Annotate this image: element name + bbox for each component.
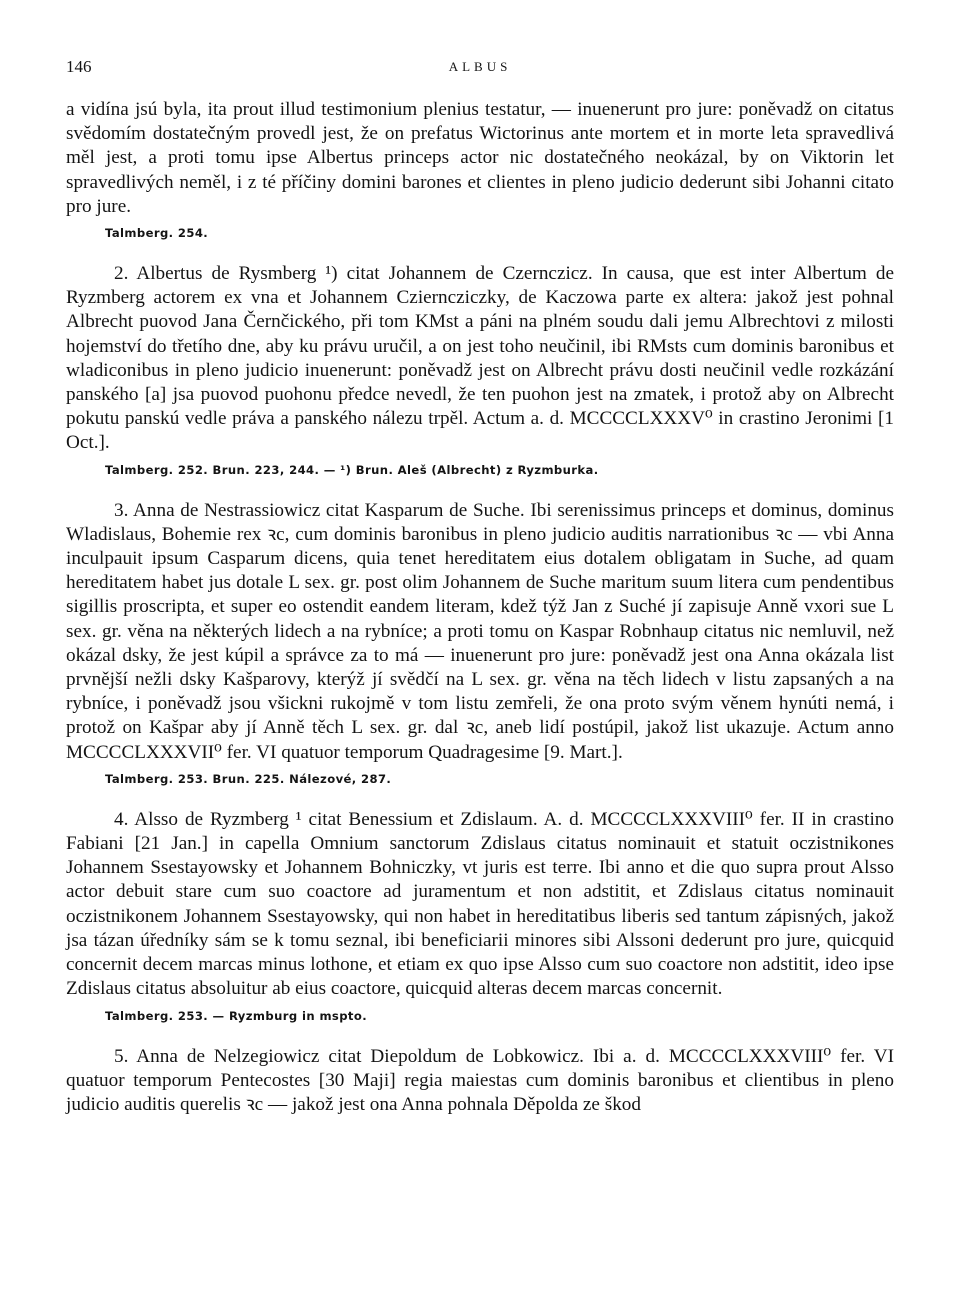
spacer <box>66 241 894 262</box>
page-body <box>66 98 894 1117</box>
spacer <box>66 1024 894 1045</box>
entry-4-note: Talmberg. 253. — Ryzmburg in mspto. <box>105 1008 368 1023</box>
page-header <box>66 57 894 79</box>
entry-2-text: 2. Albertus de Rysmberg ¹) citat Johannem de Czernczicz. In causa, que est inter Albertum de Ryzmberg actorem ex vna et Johannem Czierncziczky, de Kaczowa parte ex altera: jakož jest pohnal Albrecht puovod Jana Černčického, při tom KMst a páni na plném soudu dali jemu Albrechtovi z milosti hojemství do třetího dne, aby ku právu uručil, a on jest toho neučinil, ibi RMsts cum dominis baronibus et wladiconibus in pleno judicio inuenerunt: poněvadž jest on Albrecht právu dosti neučinil vedle rozkázání panského [a] jsa puovod puohonu předce nevedl, že ten puohon jest na zmatek, i protož aby on Albrecht pokutu panskú vedle práva a panského nálezu trpěl. Actum a. d. MCCCCLXXXV⁰ in crastino Jeronimi [1 Oct.]. <box>66 263 894 454</box>
entry-5-text: 5. Anna de Nelzegiowicz citat Diepoldum de Lobkowicz. Ibi a. d. MCCCCLXXXVIII⁰ fer. VI quatuor temporum Pentecostes [30 Maji] regia maiestas cum dominis baronibus et clientibus in pleno judicio auditis querelis ꝛc — jakož jest ona Anna pohnala Děpolda ze škod <box>66 1045 894 1115</box>
entry-3-note: Talmberg. 253. Brun. 225. Nálezové, 287. <box>105 771 392 786</box>
spacer <box>66 478 894 499</box>
entry-2-note: Talmberg. 252. Brun. 223, 244. — ¹) Brun. Aleš (Albrecht) z Ryzmburka. <box>105 462 599 477</box>
page-number: 146 <box>66 57 92 76</box>
entry-4-text: 4. Alsso de Ryzmberg ¹ citat Benessium et Zdislaum. A. d. MCCCCLXXXVIII⁰ fer. II in crastino Fabiani [21 Jan.] in capella Omnium sanctorum Zdislaus citatus nominauit et statuit oczistnikones Johannem Ssestayowsky et Johannem Bohniczky, vt juris est terre. Ibi anno et die quo supra prout Alsso actor debuit stare cum suo coactore ad juramentum et non adstitit, et Zdislaus citatus nominauit oczistnikonem Johannem Ssestayowsky, qui non habet in hereditatibus liberis sed tantum zápisných, jakož jsa tázan úředníky sám se k tomu seznal, ibi beneficiarii minores sibi Alssoni dederunt pro jure, quicquid concernit decem marcas minus lothone, et etiam ex quo ipse Alsso cum suo coactore non adstitit, ideo ipse Zdislaus citatus absoluitur ab eius coactore, quicquid alteras decem marcas concernit. <box>66 808 894 1000</box>
spacer <box>66 787 894 808</box>
entry-3-text: 3. Anna de Nestrassiowicz citat Kasparum de Suche. Ibi serenissimus princeps et dominus, dominus Wladislaus, Bohemie rex ꝛc, cum dominis baronibus in pleno judicio auditis narrationibus ꝛc — vbi Anna inculpauit ipsum Casparum dicens, quia tenet hereditatem eius dotalem obligatam in Suche, ad quam hereditatem habet jus dotale L sex. gr. post olim Johannem de Suche maritum suum litera cum pendentibus sigillis proscripta, et super eo ostendit eandem literam, kdež týž Jan z Suché jí zapisuje Anně vxori sue L sex. gr. věna na některých lidech a na rybníce; a proti tomu on Kaspar Robnhaup citatus nic nemluvil, než okázal dsky, že jest kúpil a správce za to má — inuenerunt pro jure: poněvadž jest ona Anna okázala list prvnější nežli dsky Kašparovy, kterýž jí svědčí na L sex. gr. věna na těch lidech v listu zapsaných a na rybníce, i poněvadž jsou všickni rukojmě v tom listu zemřeli, že ona proto svým věnem hynúti nemá, i protož on Kašpar aby jí Anně těch L sex. gr. dal ꝛc, aneb lidí postúpil, jakož list ukazuje. Actum anno MCCCCLXXXVII⁰ fer. VI quatuor temporum Quadragesime [9. Mart.]. <box>66 499 894 763</box>
entry-1-text: a vidína jsú byla, ita prout illud testimonium plenius testatur, — inuenerunt pro jure: poněvadž on citatus svědomím dostatečným provedl jest, že on prefatus Wictorinus ante mortem et in morte leta spravedlivá měl jest, a proti tomu ipse Albertus princeps actor nic dostatečného neokázal, by on Viktorin let spravedlivých neměl, i z té příčiny domini barones et clientes in pleno judicio dederunt sibi Johanni citato pro jure. <box>66 99 894 217</box>
running-head: ALBUS <box>448 59 512 74</box>
entry-1-note: Talmberg. 254. <box>105 226 209 241</box>
